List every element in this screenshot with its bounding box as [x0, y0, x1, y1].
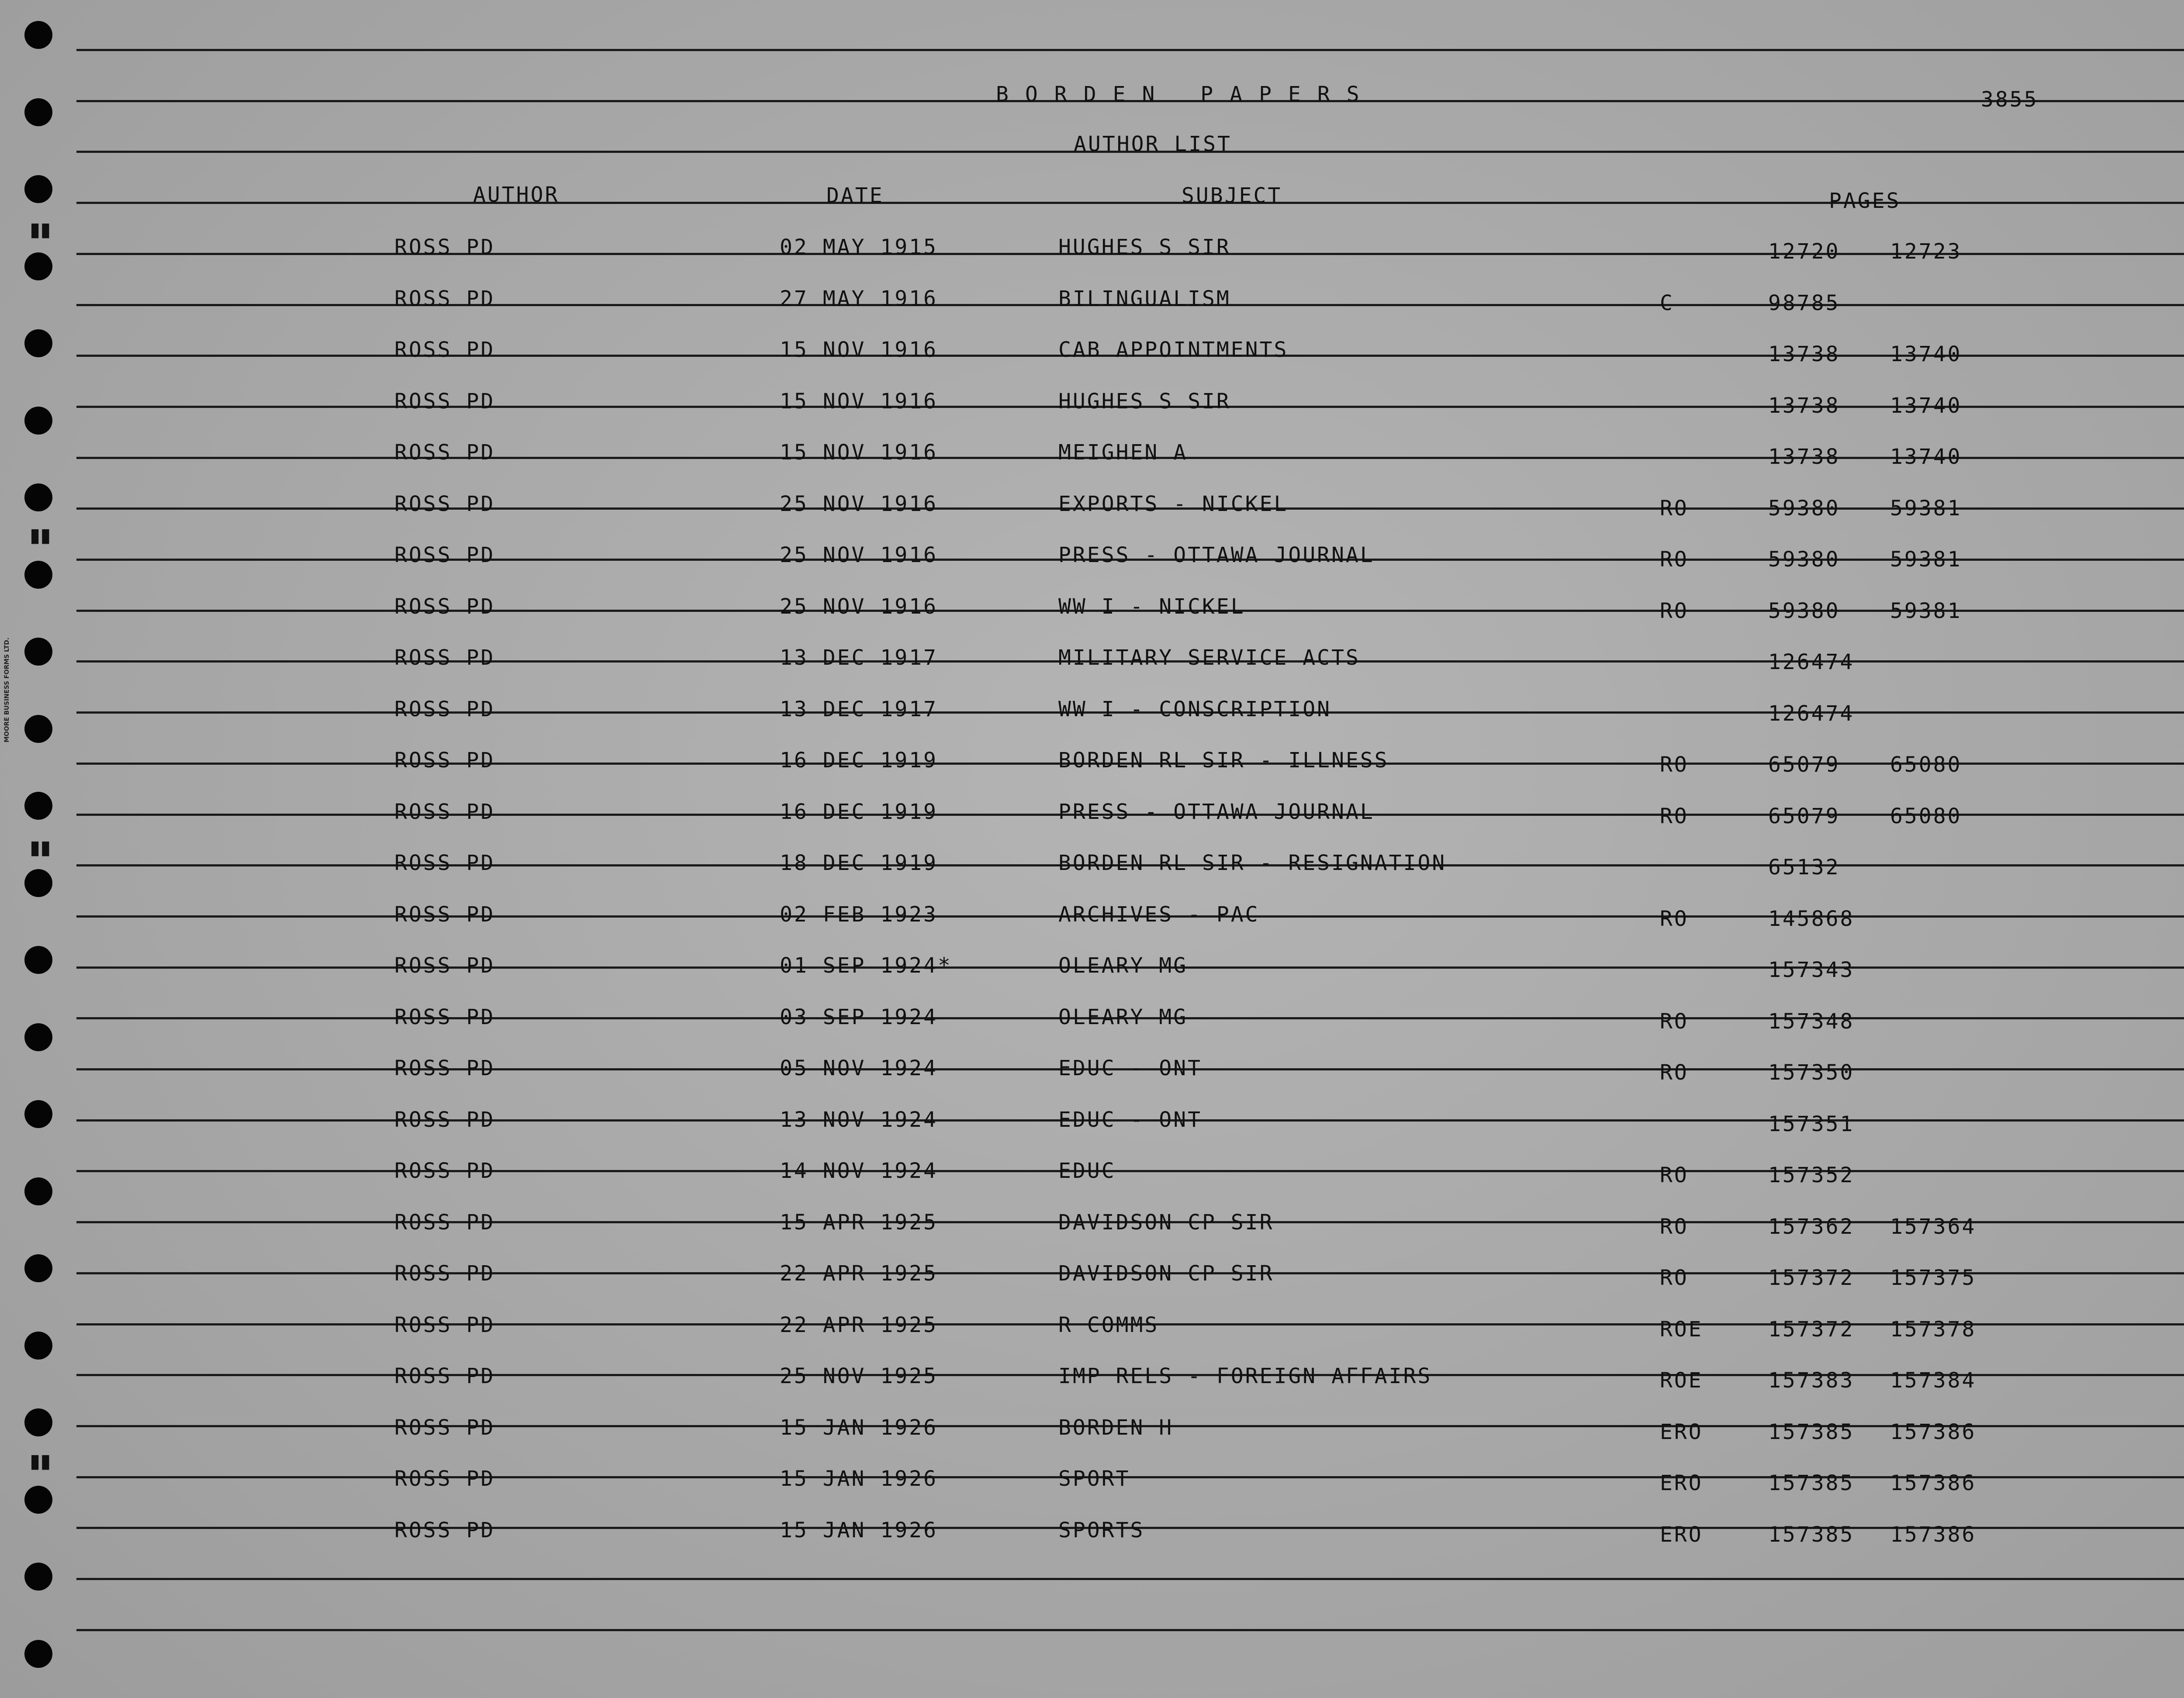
row-page-end: 13740	[1890, 445, 1962, 469]
row-subject: IMP RELS - FOREIGN AFFAIRS	[1058, 1364, 1432, 1388]
row-author: ROSS PD	[394, 1056, 495, 1080]
row-author: ROSS PD	[394, 1518, 495, 1543]
row-author: ROSS PD	[394, 543, 495, 567]
document-title: BORDEN PAPERS	[996, 82, 1376, 107]
row-subject: R COMMS	[1058, 1312, 1159, 1337]
row-page-end: 13740	[1890, 342, 1962, 366]
row-page-start: 157372	[1768, 1266, 1855, 1290]
table-row	[0, 1005, 2184, 1056]
row-page-start: 157383	[1768, 1368, 1855, 1393]
row-code: RO	[1660, 804, 1689, 828]
row-date: 05 NOV 1924	[780, 1056, 938, 1080]
table-row	[0, 235, 2184, 286]
row-page-start: 157350	[1768, 1060, 1855, 1085]
row-page-start: 65079	[1768, 752, 1840, 777]
row-author: ROSS PD	[394, 697, 495, 721]
row-page-start: 59380	[1768, 598, 1840, 623]
row-author: ROSS PD	[394, 389, 495, 414]
table-row	[0, 748, 2184, 799]
column-header-subject: SUBJECT	[1182, 183, 1282, 208]
row-author: ROSS PD	[394, 953, 495, 978]
row-date: 22 APR 1925	[780, 1261, 938, 1286]
row-code: ERO	[1660, 1419, 1703, 1444]
row-author: ROSS PD	[394, 799, 495, 824]
row-page-start: 126474	[1768, 650, 1855, 674]
column-header-date: DATE	[826, 183, 884, 208]
row-date: 15 NOV 1916	[780, 389, 938, 414]
row-date: 25 NOV 1916	[780, 543, 938, 567]
row-page-start: 126474	[1768, 701, 1855, 726]
row-author: ROSS PD	[394, 1004, 495, 1029]
table-row	[0, 1108, 2184, 1159]
row-page-end: 157386	[1890, 1419, 1977, 1444]
row-page-end: 12723	[1890, 239, 1962, 264]
feed-hole-icon	[24, 175, 52, 203]
row-subject: MILITARY SERVICE ACTS	[1058, 645, 1360, 670]
table-row	[0, 1210, 2184, 1261]
margin-mark-icon: ▮▮	[30, 524, 51, 546]
row-code: RO	[1660, 496, 1689, 521]
table-row	[0, 851, 2184, 902]
row-date: 15 NOV 1916	[780, 338, 938, 362]
row-author: ROSS PD	[394, 1415, 495, 1440]
row-page-start: 157351	[1768, 1111, 1855, 1136]
row-date: 13 DEC 1917	[780, 645, 938, 670]
row-date: 22 APR 1925	[780, 1312, 938, 1337]
row-page-start: 98785	[1768, 290, 1840, 315]
row-code: RO	[1660, 547, 1689, 572]
rule-line	[76, 49, 2184, 51]
row-page-start: 65079	[1768, 804, 1840, 828]
table-row	[0, 1467, 2184, 1518]
row-page-start: 157372	[1768, 1317, 1855, 1342]
row-page-end: 157364	[1890, 1214, 1977, 1239]
table-row	[0, 1056, 2184, 1107]
row-page-start: 13738	[1768, 393, 1840, 418]
row-subject: BILINGUALISM	[1058, 286, 1231, 311]
row-author: ROSS PD	[394, 1364, 495, 1388]
row-author: ROSS PD	[394, 1261, 495, 1286]
row-page-start: 157385	[1768, 1522, 1855, 1547]
row-subject: PRESS - OTTAWA JOURNAL	[1058, 543, 1375, 567]
feed-hole-icon	[24, 98, 52, 126]
page-number: 3855	[1981, 87, 2039, 112]
row-page-start: 13738	[1768, 445, 1840, 469]
row-author: ROSS PD	[394, 1159, 495, 1183]
row-code: ERO	[1660, 1471, 1703, 1495]
row-date: 15 JAN 1926	[780, 1467, 938, 1491]
row-page-end: 59381	[1890, 598, 1962, 623]
row-page-start: 157352	[1768, 1163, 1855, 1187]
row-code: RO	[1660, 906, 1689, 931]
row-code: RO	[1660, 1009, 1689, 1034]
row-author: ROSS PD	[394, 594, 495, 619]
table-row	[0, 902, 2184, 953]
feed-hole-icon	[24, 21, 52, 49]
row-page-end: 65080	[1890, 752, 1962, 777]
row-author: ROSS PD	[394, 338, 495, 362]
row-code: RO	[1660, 1214, 1689, 1239]
table-row	[0, 1415, 2184, 1467]
row-code: RO	[1660, 598, 1689, 623]
row-page-start: 145868	[1768, 906, 1855, 931]
row-page-start: 12720	[1768, 239, 1840, 264]
row-subject: OLEARY MG	[1058, 953, 1188, 978]
row-subject: ARCHIVES - PAC	[1058, 902, 1260, 927]
rule-line	[76, 1629, 2184, 1631]
row-author: ROSS PD	[394, 286, 495, 311]
row-subject: WW I - CONSCRIPTION	[1058, 697, 1332, 721]
row-subject: OLEARY MG	[1058, 1004, 1188, 1029]
row-date: 15 NOV 1916	[780, 440, 938, 465]
row-date: 14 NOV 1924	[780, 1159, 938, 1183]
row-page-start: 13738	[1768, 342, 1840, 366]
row-author: ROSS PD	[394, 851, 495, 875]
margin-mark-icon: ▮▮	[30, 836, 51, 859]
table-row	[0, 286, 2184, 338]
row-subject: EXPORTS - NICKEL	[1058, 491, 1289, 516]
row-subject: WW I - NICKEL	[1058, 594, 1245, 619]
row-page-start: 157362	[1768, 1214, 1855, 1239]
table-row	[0, 492, 2184, 543]
row-subject: EDUC - ONT	[1058, 1107, 1202, 1132]
row-subject: EDUC - ONT	[1058, 1056, 1202, 1080]
row-author: ROSS PD	[394, 440, 495, 465]
row-page-end: 157378	[1890, 1317, 1977, 1342]
row-page-start: 59380	[1768, 496, 1840, 521]
row-page-end: 59381	[1890, 496, 1962, 521]
row-date: 15 JAN 1926	[780, 1415, 938, 1440]
row-code: ROE	[1660, 1317, 1703, 1342]
table-row	[0, 594, 2184, 645]
row-author: ROSS PD	[394, 235, 495, 259]
row-date: 15 APR 1925	[780, 1210, 938, 1235]
row-date: 16 DEC 1919	[780, 748, 938, 773]
row-date: 02 FEB 1923	[780, 902, 938, 927]
row-page-start: 157385	[1768, 1419, 1855, 1444]
row-code: C	[1660, 290, 1674, 315]
table-row	[0, 1364, 2184, 1415]
form-manufacturer-text: MOORE BUSINESS FORMS LTD.	[3, 637, 10, 742]
row-date: 13 NOV 1924	[780, 1107, 938, 1132]
row-subject: SPORT	[1058, 1467, 1130, 1491]
table-row	[0, 1518, 2184, 1569]
row-page-end: 13740	[1890, 393, 1962, 418]
row-page-end: 59381	[1890, 547, 1962, 572]
row-subject: HUGHES S SIR	[1058, 235, 1231, 259]
row-subject: BORDEN H	[1058, 1415, 1174, 1440]
row-page-end: 157384	[1890, 1368, 1977, 1393]
row-code: RO	[1660, 1266, 1689, 1290]
row-date: 25 NOV 1916	[780, 594, 938, 619]
row-author: ROSS PD	[394, 902, 495, 927]
row-subject: PRESS - OTTAWA JOURNAL	[1058, 799, 1375, 824]
row-subject: BORDEN RL SIR - RESIGNATION	[1058, 851, 1447, 875]
row-subject: MEIGHEN A	[1058, 440, 1188, 465]
row-code: ROE	[1660, 1368, 1703, 1393]
row-subject: BORDEN RL SIR - ILLNESS	[1058, 748, 1389, 773]
row-page-start: 59380	[1768, 547, 1840, 572]
row-page-end: 157375	[1890, 1266, 1977, 1290]
row-subject: CAB APPOINTMENTS	[1058, 338, 1289, 362]
row-author: ROSS PD	[394, 645, 495, 670]
margin-mark-icon: ▮▮	[30, 218, 51, 241]
row-date: 01 SEP 1924*	[780, 953, 952, 978]
row-page-start: 157343	[1768, 958, 1855, 982]
row-date: 18 DEC 1919	[780, 851, 938, 875]
row-author: ROSS PD	[394, 1312, 495, 1337]
table-row	[0, 1313, 2184, 1364]
row-author: ROSS PD	[394, 1210, 495, 1235]
row-author: ROSS PD	[394, 1107, 495, 1132]
row-page-start: 157348	[1768, 1009, 1855, 1034]
row-date: 25 NOV 1925	[780, 1364, 938, 1388]
table-row	[0, 440, 2184, 491]
row-date: 15 JAN 1926	[780, 1518, 938, 1543]
row-date: 27 MAY 1916	[780, 286, 938, 311]
row-subject: SPORTS	[1058, 1518, 1145, 1543]
row-date: 13 DEC 1917	[780, 697, 938, 721]
list-subtitle: AUTHOR LIST	[1074, 132, 1232, 156]
column-header-author: AUTHOR	[473, 183, 560, 207]
row-page-start: 65132	[1768, 855, 1840, 880]
table-row	[0, 543, 2184, 594]
table-row	[0, 1159, 2184, 1210]
row-subject: DAVIDSON CP SIR	[1058, 1210, 1274, 1235]
row-date: 16 DEC 1919	[780, 799, 938, 824]
row-code: ERO	[1660, 1522, 1703, 1547]
row-author: ROSS PD	[394, 1467, 495, 1491]
table-row	[0, 338, 2184, 389]
feed-hole-icon	[24, 1640, 52, 1668]
row-date: 03 SEP 1924	[780, 1004, 938, 1029]
row-code: RO	[1660, 1163, 1689, 1187]
table-row	[0, 645, 2184, 697]
row-page-start: 157385	[1768, 1471, 1855, 1495]
row-author: ROSS PD	[394, 748, 495, 773]
margin-mark-icon: ▮▮	[30, 1450, 51, 1472]
table-row	[0, 800, 2184, 851]
table-row	[0, 389, 2184, 440]
rule-line	[76, 1578, 2184, 1580]
row-code: RO	[1660, 1060, 1689, 1085]
row-page-end: 65080	[1890, 804, 1962, 828]
row-page-end: 157386	[1890, 1471, 1977, 1495]
row-subject: DAVIDSON CP SIR	[1058, 1261, 1274, 1286]
row-author: ROSS PD	[394, 491, 495, 516]
row-code: RO	[1660, 752, 1689, 777]
row-page-end: 157386	[1890, 1522, 1977, 1547]
row-subject: HUGHES S SIR	[1058, 389, 1231, 414]
table-row	[0, 953, 2184, 1004]
column-header-pages: PAGES	[1829, 189, 1901, 213]
row-date: 02 MAY 1915	[780, 235, 938, 259]
table-row	[0, 1261, 2184, 1312]
row-subject: EDUC	[1058, 1159, 1116, 1183]
row-date: 25 NOV 1916	[780, 491, 938, 516]
